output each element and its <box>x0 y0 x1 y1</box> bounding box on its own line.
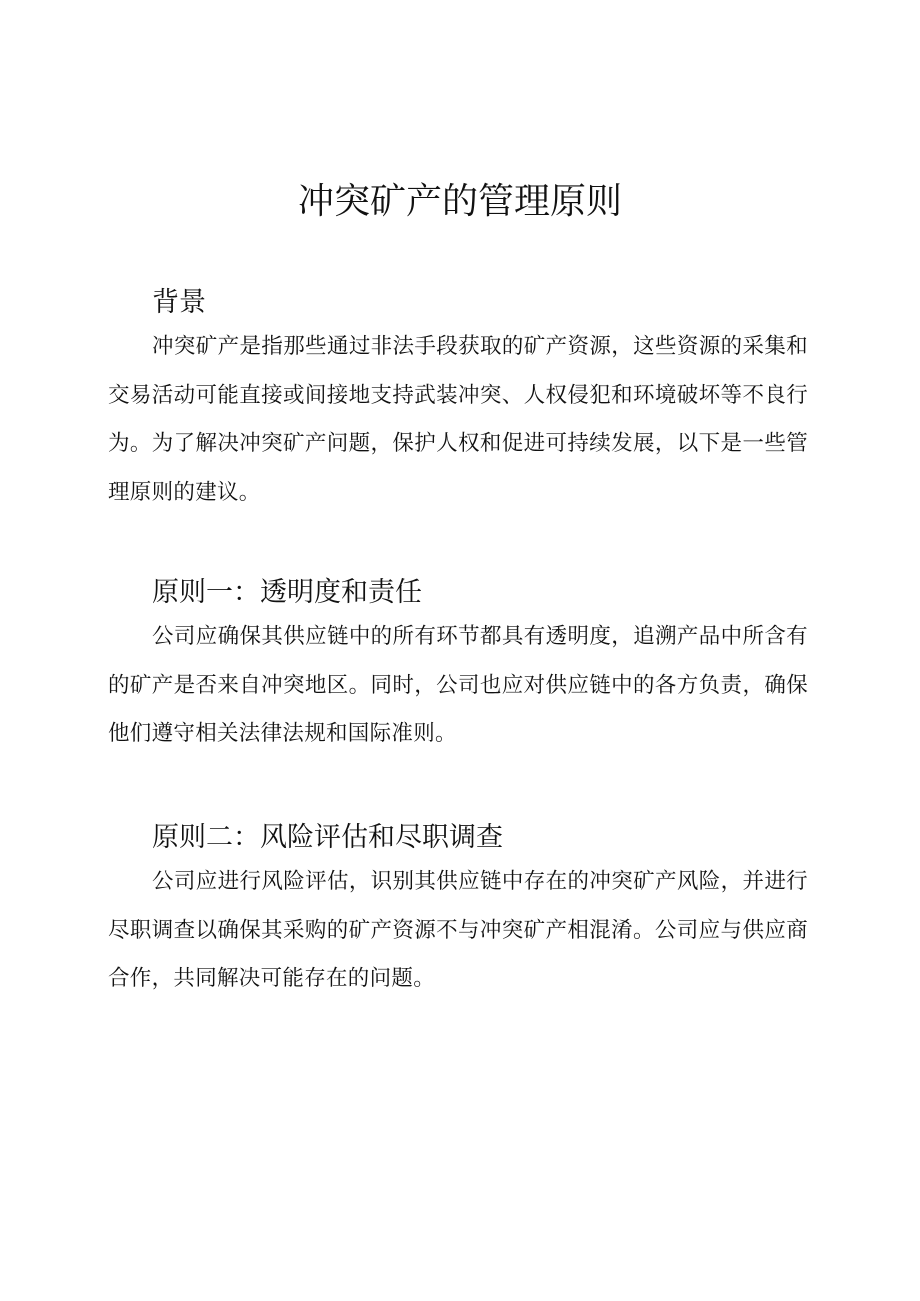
section-principle-1 <box>108 573 808 759</box>
section-principle-2 <box>108 818 808 1004</box>
document-title: 冲突矿产的管理原则 <box>297 181 622 222</box>
section-heading: 原则二：风险评估和尽职调查 <box>152 822 503 853</box>
section-heading: 背景 <box>152 287 206 318</box>
section-paragraph: 冲突矿产是指那些通过非法手段获取的矿产资源，这些资源的采集和交易活动可能直接或间接地支持武装冲突、人权侵犯和环境破坏等不良行为。为了解决冲突矿产问题，保护人权和促进可持续发展，以下是一些管理原则的建议。 <box>108 334 808 505</box>
section-background <box>108 283 808 517</box>
section-paragraph: 公司应进行风险评估，识别其供应链中存在的冲突矿产风险，并进行尽职调查以确保其采购的矿产资源不与冲突矿产相混淆。公司应与供应商合作，共同解决可能存在的问题。 <box>108 869 808 991</box>
section-paragraph: 公司应确保其供应链中的所有环节都具有透明度，追溯产品中所含有的矿产是否来自冲突地区。同时，公司也应对供应链中的各方负责，确保他们遵守相关法律法规和国际准则。 <box>108 624 808 746</box>
section-heading: 原则一：透明度和责任 <box>152 577 422 608</box>
